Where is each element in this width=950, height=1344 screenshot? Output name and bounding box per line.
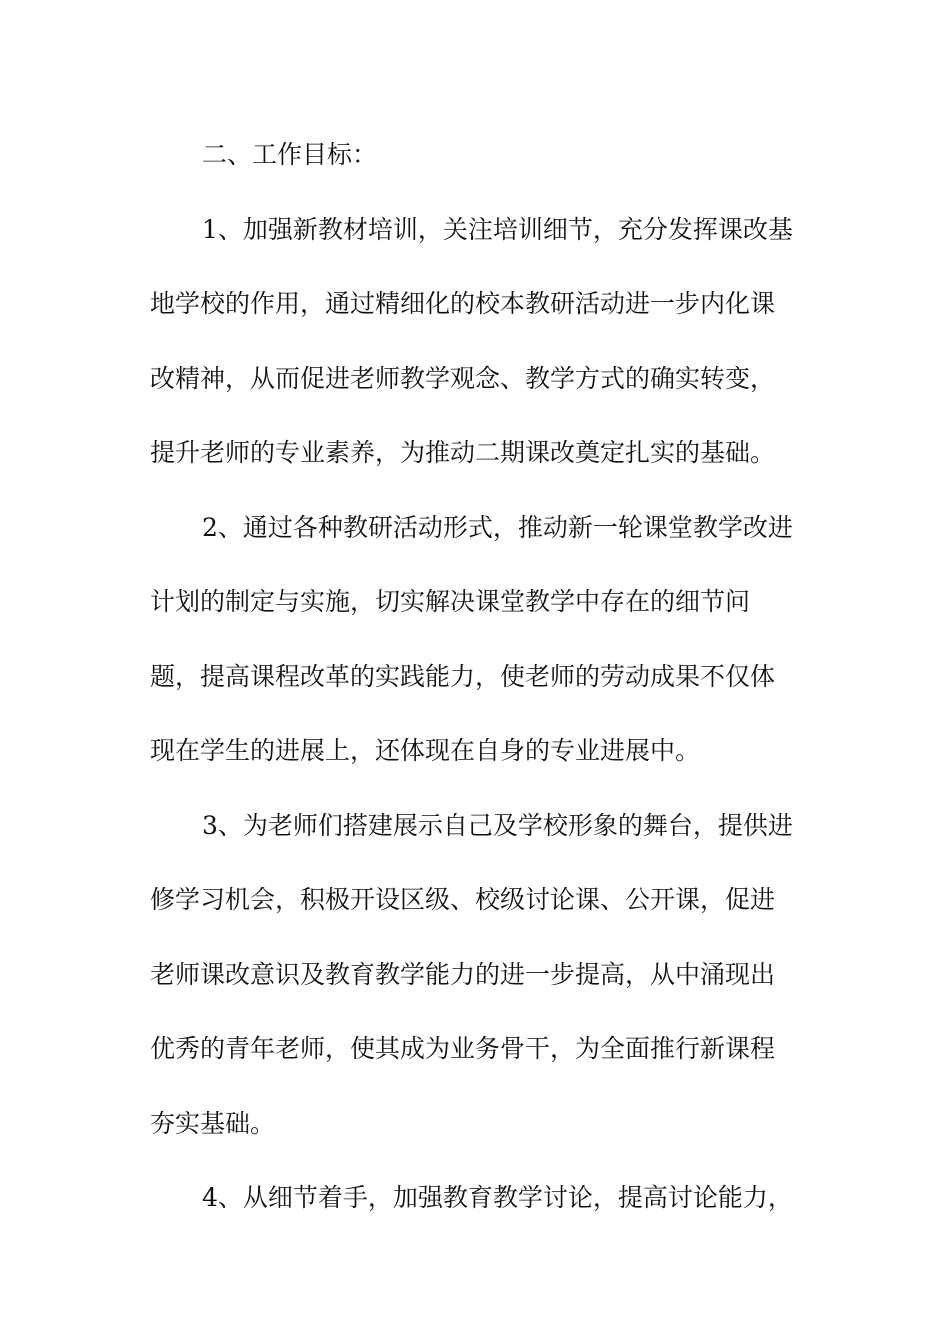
text-line: 提升老师的专业素养，为推动二期课改奠定扎实的基础。 xyxy=(150,438,776,467)
document-body xyxy=(150,118,810,1236)
section-heading: 二、工作目标： xyxy=(202,140,378,169)
paragraph-4 xyxy=(150,1161,810,1236)
text-line: 现在学生的进展上，还体现在自身的专业进展中。 xyxy=(150,736,701,765)
text-line: 修学习机会，积极开设区级、校级讨论课、公开课，促进 xyxy=(150,885,776,914)
text-line: 计划的制定与实施，切实解决课堂教学中存在的细节问 xyxy=(150,587,751,616)
text-line: 地学校的作用，通过精细化的校本教研活动进一步内化课 xyxy=(150,289,776,318)
paragraph-1 xyxy=(150,193,810,491)
paragraph-3 xyxy=(150,789,810,1162)
text-line: 1、加强新教材培训，关注培训细节，充分发挥课改基 xyxy=(202,214,793,244)
paragraph-2 xyxy=(150,491,810,789)
text-line: 改精神，从而促进老师教学观念、教学方式的确实转变， xyxy=(150,363,776,393)
text-line: 优秀的青年老师，使其成为业务骨干，为全面推行新课程 xyxy=(150,1034,776,1063)
text-line: 3、为老师们搭建展示自己及学校形象的舞台，提供进 xyxy=(202,810,793,840)
text-line: 夯实基础。 xyxy=(150,1108,276,1138)
text-line: 4、从细节着手，加强教育教学讨论，提高讨论能力， xyxy=(202,1183,793,1212)
text-line: 题，提高课程改革的实践能力，使老师的劳动成果不仅体 xyxy=(150,661,776,691)
text-line: 2、通过各种教研活动形式，推动新一轮课堂教学改进 xyxy=(202,512,793,542)
text-line: 老师课改意识及教育教学能力的进一步提高，从中涌现出 xyxy=(150,959,776,989)
